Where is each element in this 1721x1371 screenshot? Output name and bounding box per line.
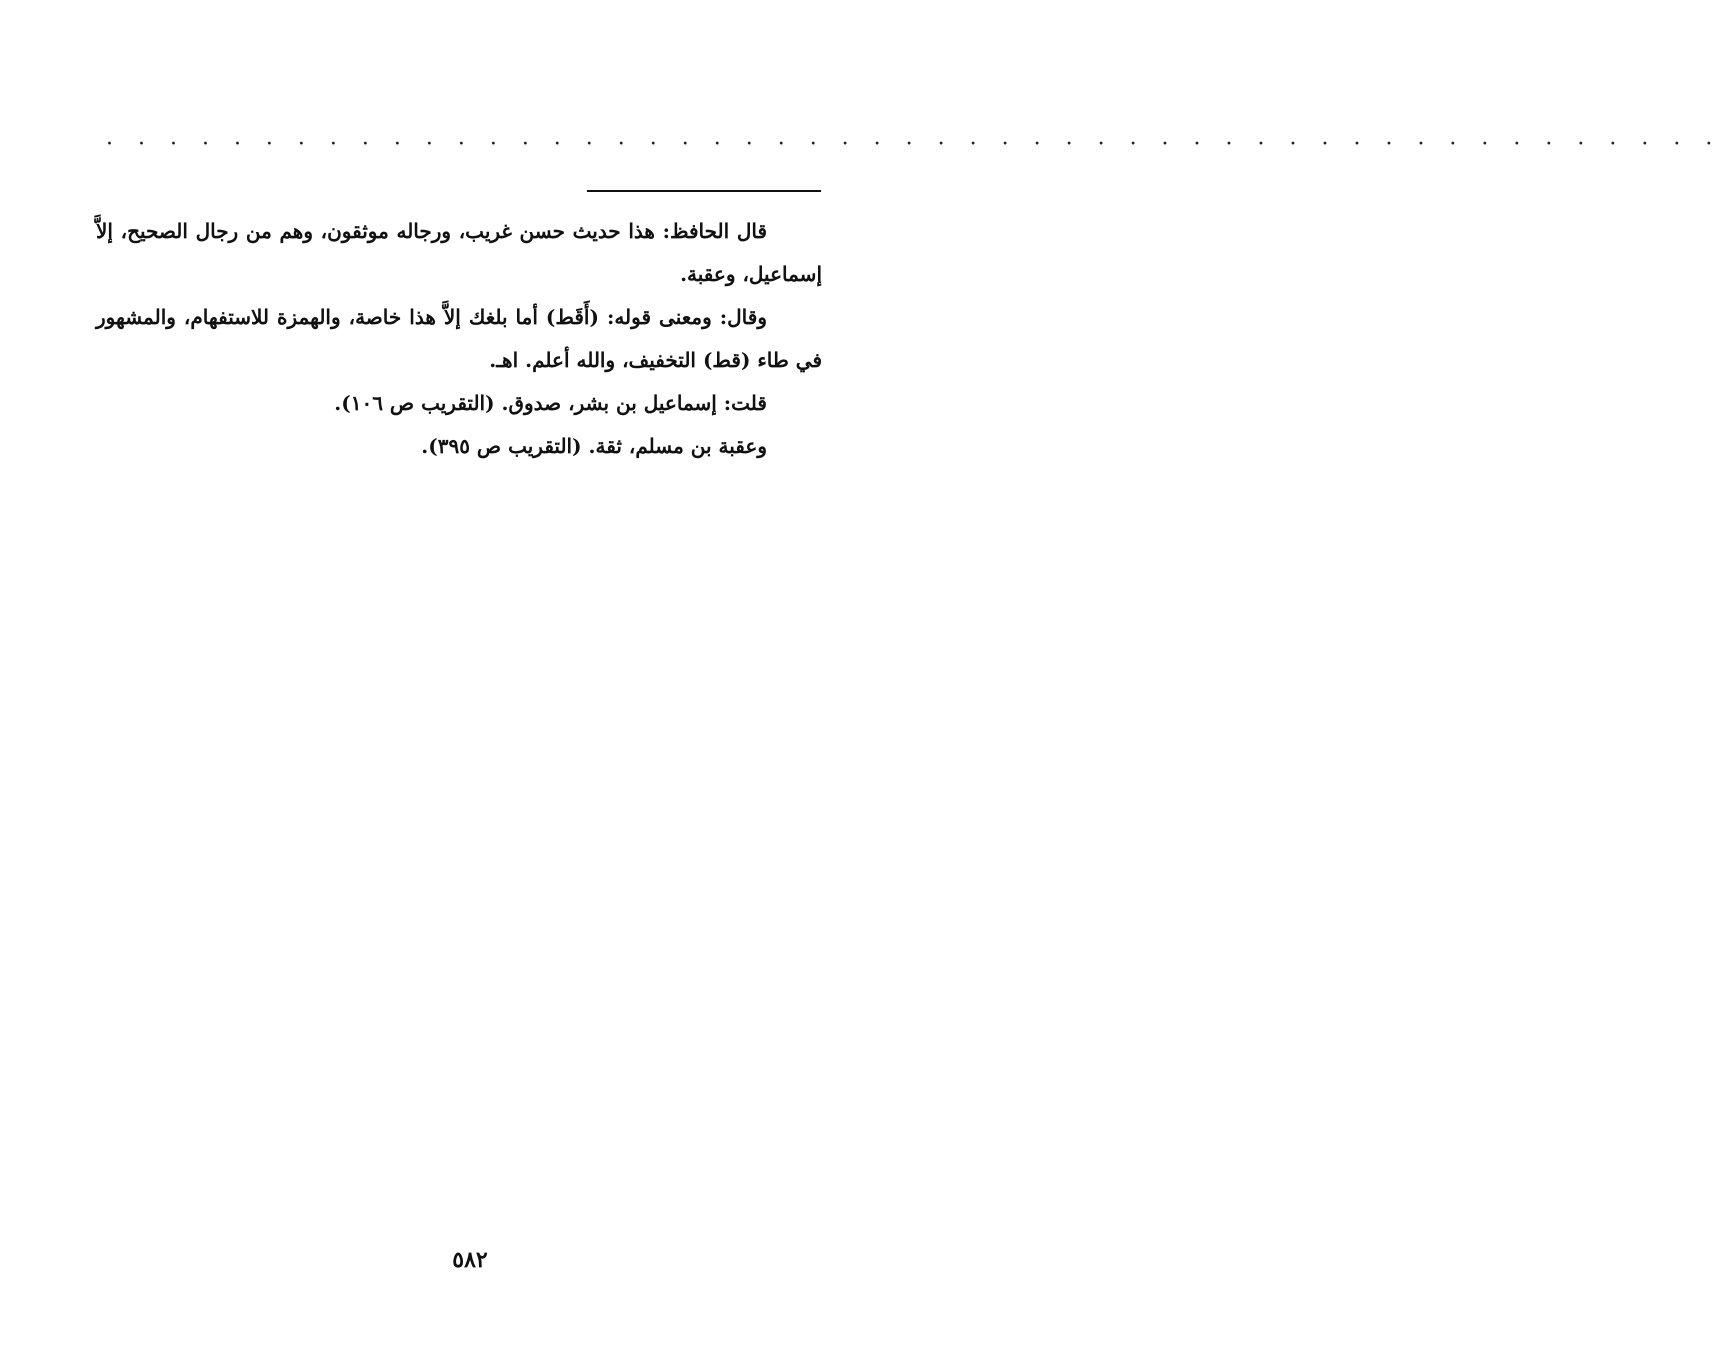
page-number: ٥٨٢ (452, 1247, 488, 1273)
footnote-paragraph-ismail: قلت: إسماعيل بن بشر، صدوق. (التقريب ص ١٠٦). (334, 391, 767, 415)
footnote-paragraph-meaning: وقال: ومعنى قوله: (أَقَط) أما بلغك إلاَّ هذا خاصة، والهمزة للاستفهام، والمشهور في طاء (قط) التخفيف، والله أعلم. اهـ. (96, 305, 822, 372)
footnote-block (96, 210, 822, 468)
footnote-rule (587, 190, 821, 192)
dotted-separator: · · · · · · · · · · · · · · · · · · · · · · · · · · · · · · · · · · · · · · · · · · · · · · · · · · · (106, 132, 1721, 157)
footnote-paragraph-uqba: وعقبة بن مسلم، ثقة. (التقريب ص ٣٩٥). (421, 434, 767, 458)
footnote-paragraph-hafiz: قال الحافظ: هذا حديث حسن غريب، ورجاله موثقون، وهم من رجال الصحيح، إلاَّ إسماعيل، وعقبة. (96, 219, 822, 286)
